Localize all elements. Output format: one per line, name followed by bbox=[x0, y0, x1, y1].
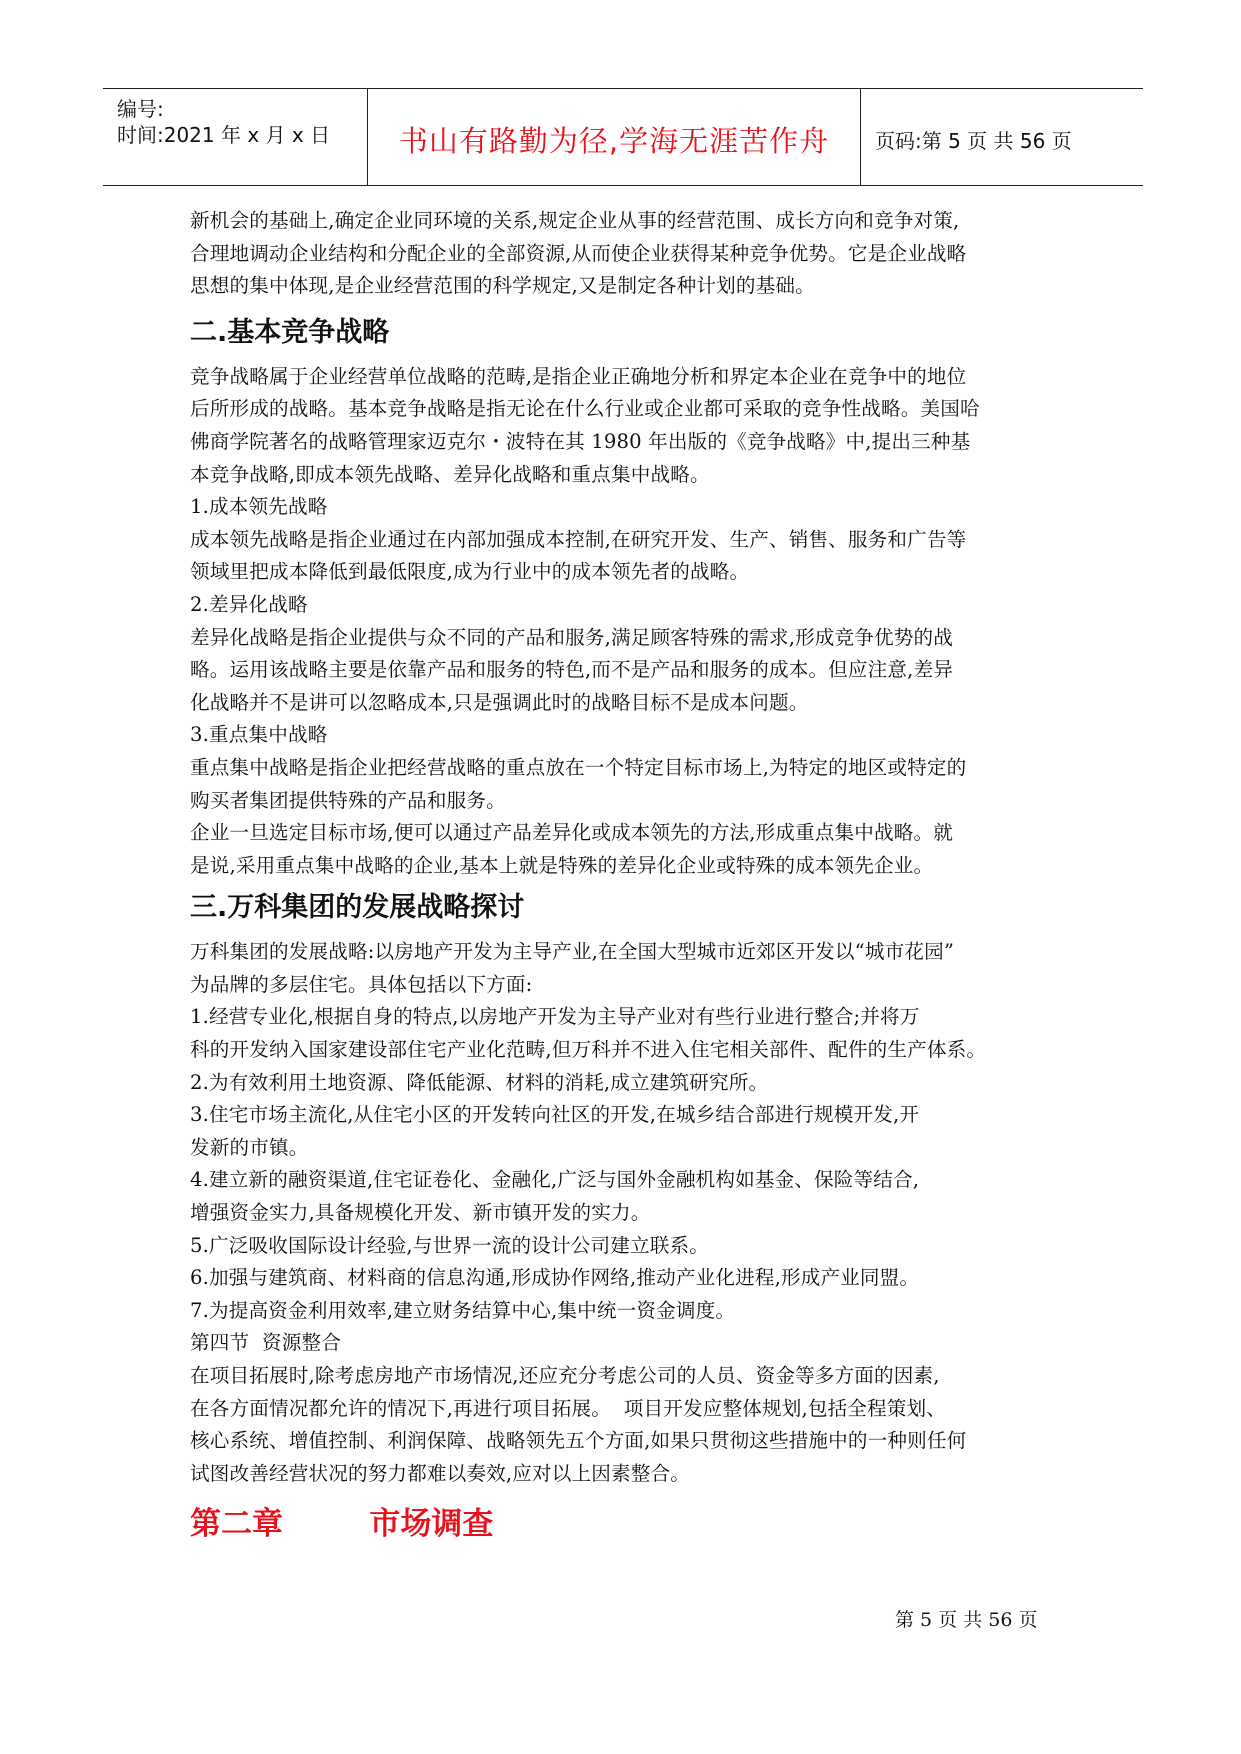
subsection-title: 3.重点集中战略 bbox=[190, 723, 328, 747]
body-line: 化战略并不是讲可以忽略成本,只是强调此时的战略目标不是成本问题。 bbox=[190, 690, 809, 714]
body-line: 是说,采用重点集中战略的企业,基本上就是特殊的差异化企业或特殊的成本领先企业。 bbox=[190, 853, 934, 877]
body-line: 为品牌的多层住宅。具体包括以下方面: bbox=[190, 972, 533, 996]
body-line: 7.为提高资金利用效率,建立财务结算中心,集中统一资金调度。 bbox=[190, 1298, 736, 1322]
body-line: 发新的市镇。 bbox=[190, 1135, 309, 1159]
body-line: 科的开发纳入国家建设部住宅产业化范畴,但万科并不进入住宅相关部件、配件的生产体系。 bbox=[190, 1038, 987, 1062]
body-line: 试图改善经营状况的努力都难以奏效,应对以上因素整合。 bbox=[190, 1461, 690, 1485]
page-header bbox=[103, 88, 1143, 186]
body-line: 思想的集中体现,是企业经营范围的科学规定,又是制定各种计划的基础。 bbox=[190, 274, 815, 298]
body-line: 2.为有效利用土地资源、降低能源、材料的消耗,成立建筑研究所。 bbox=[190, 1070, 769, 1094]
body-line: 4.建立新的融资渠道,住宅证卷化、金融化,广泛与国外金融机构如基金、保险等结合, bbox=[190, 1168, 920, 1192]
body-line: 略。运用该战略主要是依靠产品和服务的特色,而不是产品和服务的成本。但应注意,差异 bbox=[190, 658, 954, 682]
body-line: 5.广泛吸收国际设计经验,与世界一流的设计公司建立联系。 bbox=[190, 1233, 709, 1257]
header-left-cell bbox=[103, 89, 367, 185]
section-heading-2: 二.基本竞争战略 bbox=[190, 316, 390, 348]
body-line: 佛商学院著名的战略管理家迈克尔・波特在其 1980 年出版的《竞争战略》中,提出三种基 bbox=[190, 429, 971, 453]
body-line: 企业一旦选定目标市场,便可以通过产品差异化或成本领先的方法,形成重点集中战略。就 bbox=[190, 821, 954, 845]
header-right-cell bbox=[861, 89, 1143, 185]
header-motto: 书山有路勤为径,学海无涯苦作舟 bbox=[398, 124, 830, 158]
body-line: 本竞争战略,即成本领先战略、差异化战略和重点集中战略。 bbox=[190, 462, 710, 486]
body-line: 6.加强与建筑商、材料商的信息沟通,形成协作网络,推动产业化进程,形成产业同盟。 bbox=[190, 1266, 920, 1290]
page-footer: 第 5 页 共 56 页 bbox=[895, 1609, 1038, 1631]
body-line: 竞争战略属于企业经营单位战略的范畴,是指企业正确地分析和界定本企业在竞争中的地位 bbox=[190, 364, 967, 388]
subsection-title: 1.成本领先战略 bbox=[190, 495, 328, 519]
body-line: 1.经营专业化,根据自身的特点,以房地产开发为主导产业对有些行业进行整合;并将万 bbox=[190, 1005, 920, 1029]
body-line: 增强资金实力,具备规模化开发、新市镇开发的实力。 bbox=[190, 1201, 651, 1225]
body-line: 合理地调动企业结构和分配企业的全部资源,从而使企业获得某种竞争优势。它是企业战略 bbox=[190, 241, 967, 265]
time-label: 时间:2021 年 x 月 x 日 bbox=[117, 123, 331, 147]
body-line: 在各方面情况都允许的情况下,再进行项目拓展。 项目开发应整体规划,包括全程策划、 bbox=[190, 1396, 947, 1420]
body-line: 购买者集团提供特殊的产品和服务。 bbox=[190, 788, 506, 812]
section-heading-3: 三.万科集团的发展战略探讨 bbox=[190, 892, 525, 924]
body-line: 后所形成的战略。基本竞争战略是指无论在什么行业或企业都可采取的竞争性战略。美国哈 bbox=[190, 397, 980, 421]
body-line: 万科集团的发展战略:以房地产开发为主导产业,在全国大型城市近郊区开发以“城市花园” bbox=[190, 940, 954, 964]
body-line: 重点集中战略是指企业把经营战略的重点放在一个特定目标市场上,为特定的地区或特定的 bbox=[190, 755, 967, 779]
section-4-title: 第四节 资源整合 bbox=[190, 1331, 341, 1355]
header-page-label: 页码:第 5 页 共 56 页 bbox=[875, 129, 1072, 153]
document-body bbox=[190, 205, 1060, 1554]
body-line: 成本领先战略是指企业通过在内部加强成本控制,在研究开发、生产、销售、服务和广告等 bbox=[190, 527, 967, 551]
body-line: 在项目拓展时,除考虑房地产市场情况,还应充分考虑公司的人员、资金等多方面的因素, bbox=[190, 1364, 940, 1387]
body-line: 新机会的基础上,确定企业同环境的关系,规定企业从事的经营范围、成长方向和竞争对策, bbox=[190, 209, 960, 232]
number-label: 编号: bbox=[117, 97, 164, 121]
body-line: 3.住宅市场主流化,从住宅小区的开发转向社区的开发,在城乡结合部进行规模开发,开 bbox=[190, 1103, 920, 1127]
body-line: 核心系统、增值控制、利润保障、战略领先五个方面,如果只贯彻这些措施中的一种则任何 bbox=[190, 1429, 967, 1453]
subsection-title: 2.差异化战略 bbox=[190, 592, 308, 616]
chapter-heading: 第二章 市场调查 bbox=[190, 1506, 494, 1543]
body-line: 差异化战略是指企业提供与众不同的产品和服务,满足顾客特殊的需求,形成竞争优势的战 bbox=[190, 625, 954, 649]
body-line: 领域里把成本降低到最低限度,成为行业中的成本领先者的战略。 bbox=[190, 560, 750, 584]
header-motto-cell bbox=[367, 89, 861, 185]
